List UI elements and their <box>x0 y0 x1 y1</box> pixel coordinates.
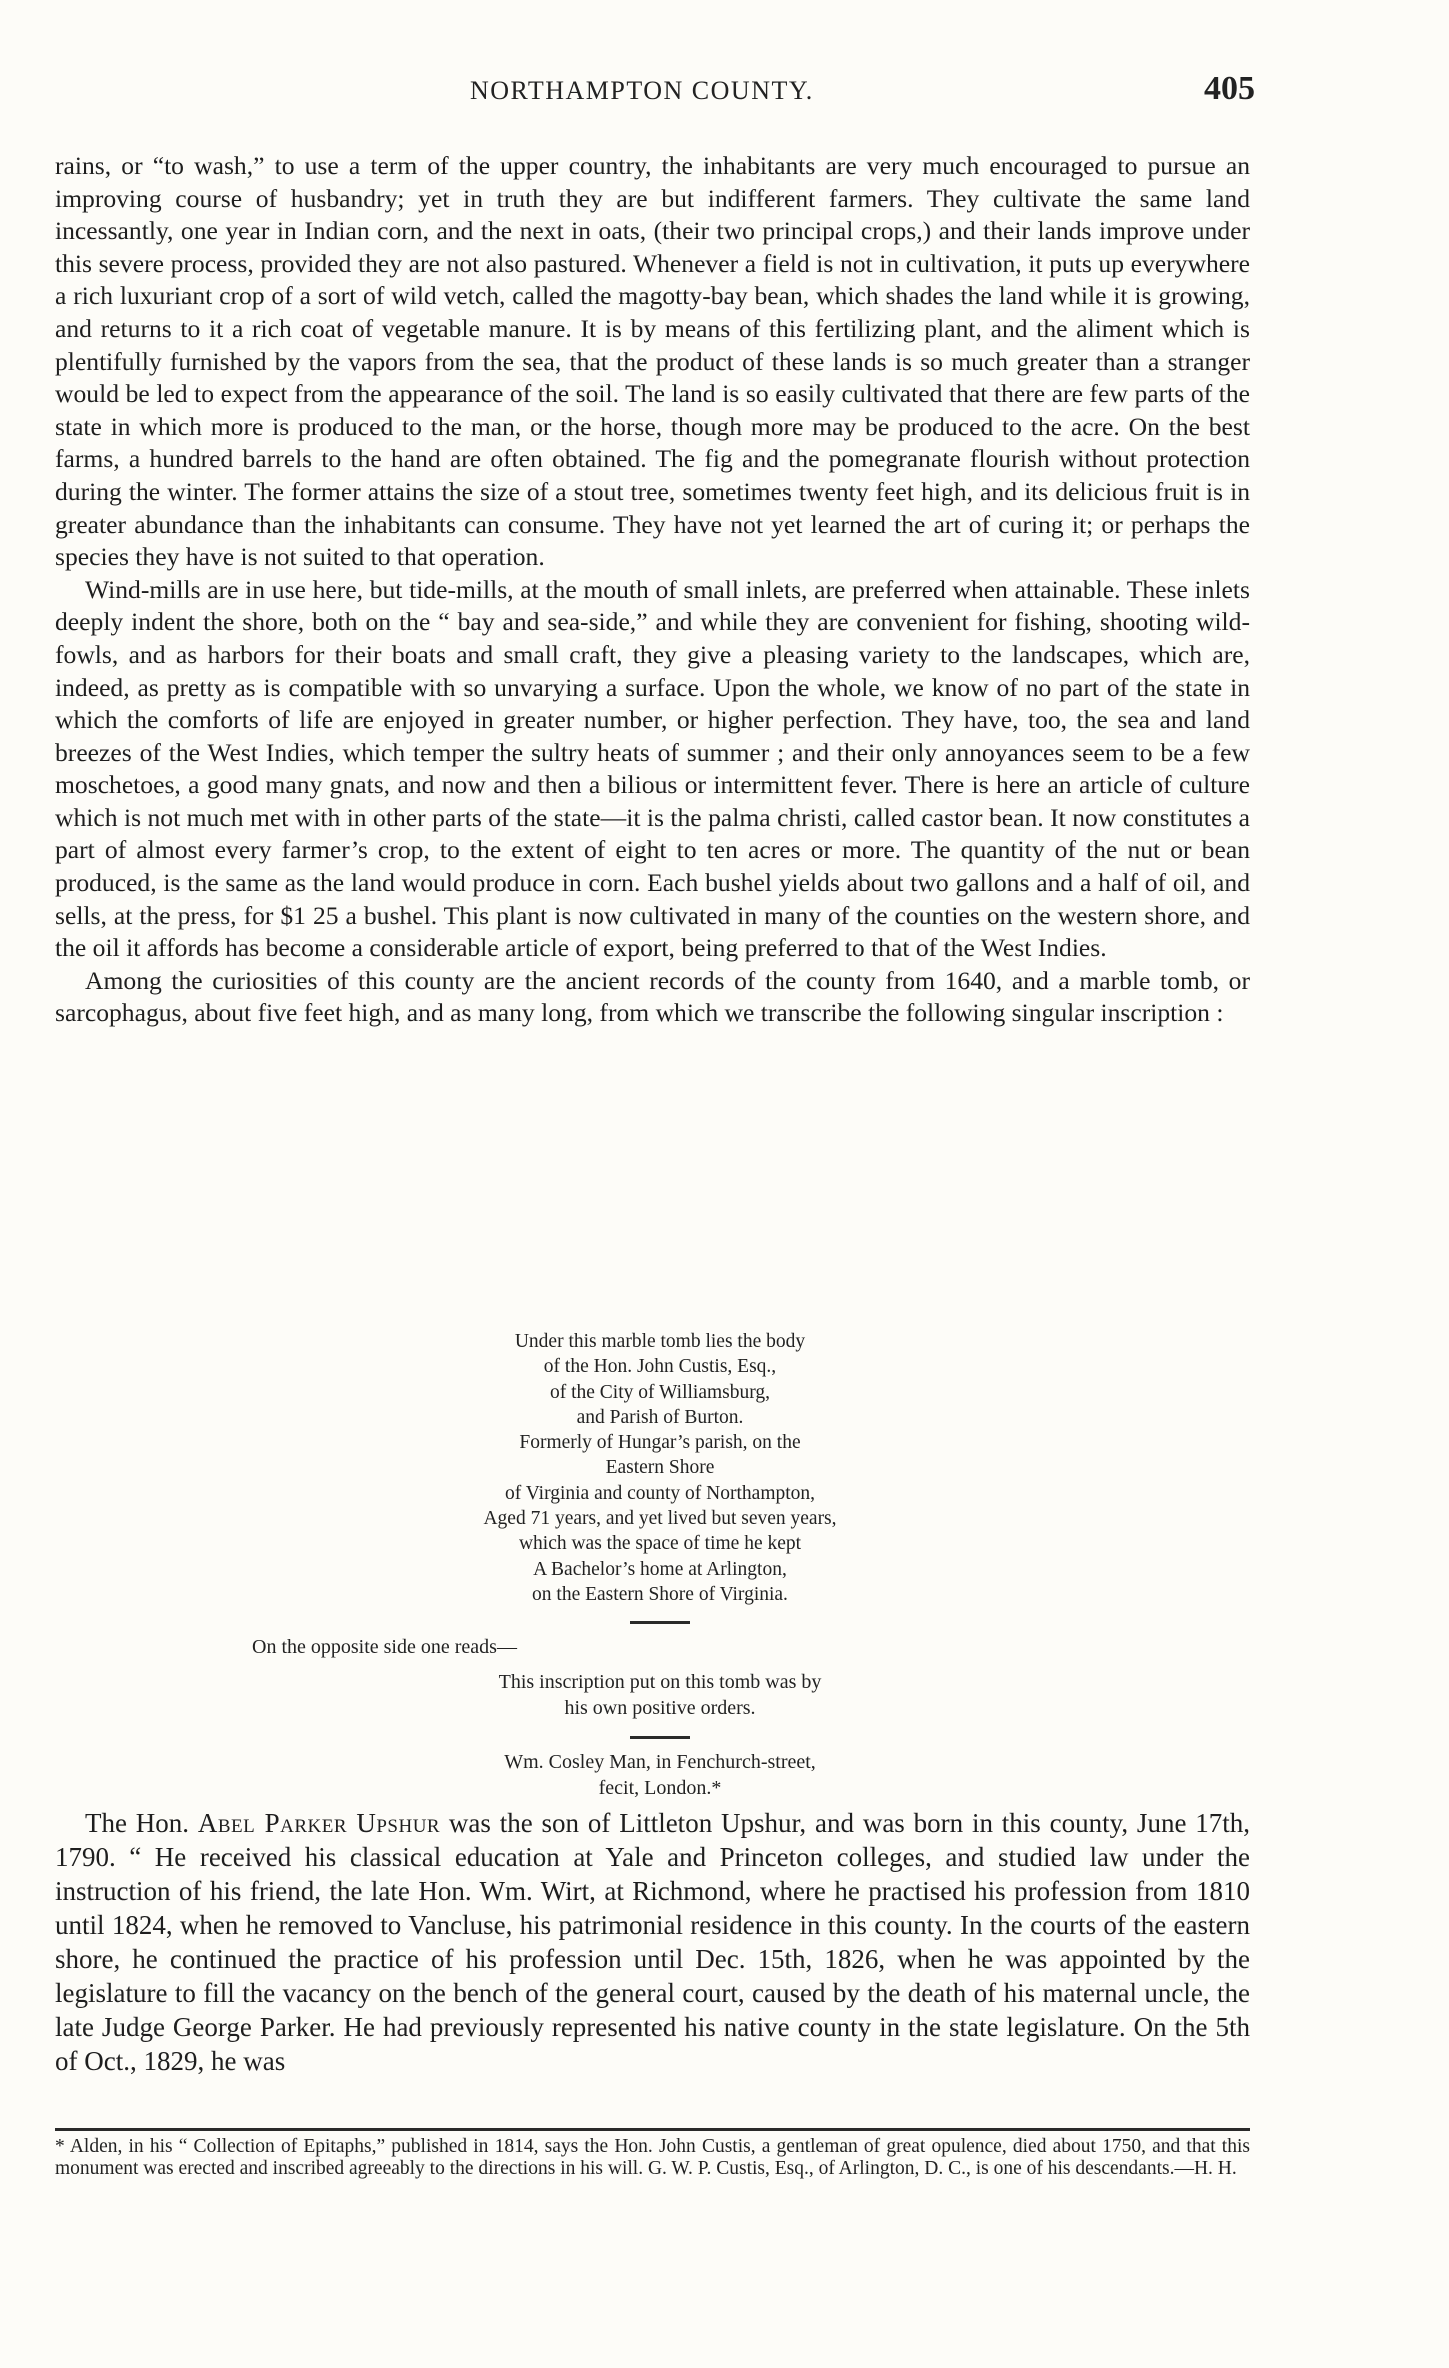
footnote-rule <box>55 2128 1250 2131</box>
paragraph-husbandry: rains, or “to wash,” to use a term of the upper country, the inhabitants are very much encouraged to pursue an improving course of husbandry; yet in truth they are but indifferent farmers. They cultivate the same land incessantly, one year in Indian corn, and the next in oats, (their two principal crops,) and their lands improve under this severe process, provided they are not also pastured. Whenever a field is not in cultivation, it puts up everywhere a rich luxuriant crop of a sort of wild vetch, called the magotty-bay bean, which shades the land while it is growing, and returns to it a rich coat of vegetable manure. It is by means of this fertilizing plant, and the aliment which is plentifully furnished by the vapors from the sea, that the product of these lands is so much greater than a stranger would be led to expect from the appearance of the soil. The land is so easily cultivated that there are few parts of the state in which more is produced to the man, or the horse, though more may be produced to the acre. On the best farms, a hundred barrels to the hand are often obtained. The fig and the pomegranate flourish without protection during the winter. The former attains the size of a stout tree, sometimes twenty feet high, and its delicious fruit is in greater abundance than the inhabitants can consume. They have not yet learned the art of curing it; or perhaps the species they have is not suited to that operation. <box>55 151 1250 572</box>
epitaph-line: of the City of Williamsburg, <box>549 1381 771 1403</box>
epitaph-line: A Bachelor’s home at Arlington, <box>533 1558 787 1580</box>
upshur-text: was the son of Littleton Upshur, and was born in this county, June 17th, 1790. “ He received his classical education at Yale and Princeton colleges, and studied law under the instruction of his friend, the late Hon. Wm. Wirt, at Richmond, where he practised his profession from 1810 until 1824, when he removed to Vancluse, his patrimonial residence in this county. In the courts of the eastern shore, he continued the practice of his profession until Dec. 15th, 1826, when he was appointed by the legislature to fill the vacancy on the bench of the general court, caused by the death of his maternal uncle, the late Judge George Parker. He had previously represented his native county in the state legislature. On the 5th of Oct., 1829, he was <box>55 1808 1251 2076</box>
upshur-lead: The Hon. <box>85 1808 190 1838</box>
epitaph-line: of Virginia and county of Northampton, <box>504 1482 816 1504</box>
epitaph-line: on the Eastern Shore of Virginia. <box>532 1583 788 1605</box>
maker-line: Wm. Cosley Man, in Fenchurch-street, <box>504 1751 816 1773</box>
section-divider <box>630 1736 690 1739</box>
main-text <box>55 150 1250 1030</box>
paragraph-curiosities: Among the curiosities of this county are the ancient records of the county from 1640, and a marble tomb, or sarcophagus, about five feet high, and as many long, from which we transcribe the following singular inscription : <box>55 965 1250 1028</box>
page-number: 405 <box>1204 70 1255 107</box>
epitaph-line: Formerly of Hungar’s parish, on the <box>519 1432 801 1454</box>
footnote: * Alden, in his “ Collection of Epitaphs,” published in 1814, says the Hon. John Custis, a gentleman of great opulence, died about 1750, and that this monument was erected and inscribed agreeably to the directions in his will. G. W. P. Custis, Esq., of Arlington, D. C., is one of his descendants.—H. H. <box>55 2136 1250 2179</box>
epitaph-line: Under this marble tomb lies the body <box>514 1331 806 1352</box>
inscription-line: This inscription put on this tomb was by <box>498 1671 822 1693</box>
maker-line: fecit, London.* <box>598 1776 722 1799</box>
paragraph-mills: Wind-mills are in use here, but tide-mills, at the mouth of small inlets, are preferred when attainable. These inlets deeply indent the shore, both on the “ bay and sea-side,” and while they are convenient for fishing, shooting wild-fowls, and as harbors for their boats and small craft, they give a pleasing variety to the landscapes, which are, indeed, as pretty as is compatible with so unvarying a surface. Upon the whole, we know of no part of the state in which the comforts of life are enjoyed in greater number, or higher perfection. They have, too, the sea and land breezes of the West Indies, which temper the sultry heats of summer ; and their only annoyances seem to be a few moschetoes, a good many gnats, and now and then a bilious or intermittent fever. There is here an article of culture which is not much met with in other parts of the state—it is the palma christi, called castor bean. It now constitutes a part of almost every farmer’s crop, to the extent of eight to ten acres or more. The quantity of the nut or bean produced, is the same as the land would produce in corn. Each bushel yields about two gallons and a half of oil, and sells, at the press, for $1 25 a bushel. This plant is now cultivated in many of the counties on the western shore, and the oil it affords has become a considerable article of export, being preferred to that of the West Indies. <box>55 574 1250 963</box>
inscription-line: his own positive orders. <box>564 1696 756 1719</box>
maker-inscription <box>420 1750 900 1801</box>
epitaph-line: which was the space of time he kept <box>518 1533 802 1555</box>
opposite-inscription <box>420 1670 900 1721</box>
section-divider <box>630 1621 690 1624</box>
upshur-name: Abel Parker Upshur <box>197 1808 441 1838</box>
epitaph-line: and Parish of Burton. <box>576 1406 744 1428</box>
opposite-side-intro: On the opposite side one reads— <box>252 1636 517 1658</box>
page-header <box>55 70 1255 110</box>
epitaph-line: Aged 71 years, and yet lived but seven years, <box>483 1508 837 1530</box>
epitaph-line: of the Hon. John Custis, Esq., <box>543 1356 777 1378</box>
running-head: NORTHAMPTON COUNTY. <box>470 76 814 105</box>
epitaph-inscription <box>400 1329 920 1607</box>
epitaph-line: Eastern Shore <box>605 1457 715 1479</box>
upshur-paragraph <box>55 1806 1250 2078</box>
